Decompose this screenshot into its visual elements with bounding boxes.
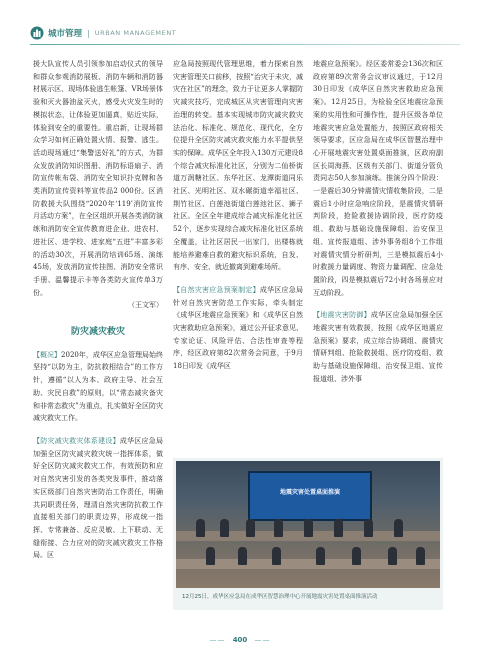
paragraph — [313, 309, 443, 385]
attendee — [220, 519, 229, 537]
text-column-3 — [313, 58, 443, 386]
attendee — [196, 519, 205, 537]
section-title-header: 城市管理 — [48, 29, 83, 39]
page-number: 400 — [232, 636, 248, 644]
attendee — [334, 519, 343, 537]
paragraph — [173, 284, 303, 373]
paragraph-body: 成华区应急局加强全区防灾减灾救灾统一指挥体系，做好全区防灾减灾救灾工作，有效预防和应对自然灾害引发的各类突发事件，推动落实区级部门自然灾害防治工作责任，明确共同职责任务，理清自然灾害防抗救工作直接相关部门的职责边界，形成统一指挥、专常兼备、反应灵敏、上下联动、无缝衔接、合力应对的防灾减灾救灾工作格局。区 — [33, 436, 164, 560]
attendee — [206, 547, 215, 565]
header-divider — [30, 44, 460, 45]
attendee — [394, 519, 403, 537]
projection-screen — [248, 471, 372, 521]
paragraph-body: 2020年，成华区应急管理局始终坚持“以防为主，防抗救相结合”的工作方针，遵循“以人为本、政府主导、社会互助、灾民自救”的原则，以“常态减灾备灾和非常态救灾”为重点，扎实做好全区防灾减灾救灾工作。 — [33, 350, 163, 423]
attendee — [272, 547, 281, 565]
attendee — [238, 547, 247, 565]
meeting-photo — [176, 461, 440, 588]
desk-row — [176, 559, 440, 569]
attendee — [246, 519, 255, 537]
attendee — [352, 547, 361, 565]
city-logo-icon — [30, 26, 44, 40]
paragraph-label: 【自然灾害应急预案制定】 — [173, 285, 260, 294]
figure-caption: 12月25日，成华区应急局在成华区智慧治理中心开展地震灾害处置桌面推演活动 — [182, 594, 378, 600]
page-header — [30, 24, 460, 42]
attendee — [364, 519, 373, 537]
page-footer — [0, 636, 480, 644]
paragraph-label: 【概况】 — [33, 350, 62, 359]
paragraph — [33, 435, 163, 562]
header-separator: | — [87, 28, 90, 38]
attendee — [274, 519, 283, 537]
screen-text: 地震灾害处置桌面推演 — [279, 489, 340, 496]
paragraph: 地震应急预案》。经区委常委会136次和区政府第89次常务会议审议通过，于12月30日印发《成华区自然灾害救助应急预案》。12月25日，为检验全区地震应急预案的实用性和可操作性，提升区级各单位地震灾害应急处置能力，按照区政府相关领导要求，区应急局在成华区智慧治理中心开展地震灾害处置桌面推演，区政府副区长周海燕、区级有关部门、街道分管负责同志50人参加演练。推演分四个阶段：一是震后30分钟震情灾情收集阶段，二是震后1小时应急响应阶段，是震情灾情研判阶段，抢险救援协调阶段，医疗防疫组、救助与基础设施保障组、治安保卫组、宣传报道组、涉外事务组8个工作组对震情灾情分析研判，三是模拟震后4小时救援力量调度、物资力量调配、应急处置阶段，四是模拟震后72小时各场景应对互动阶段。 — [313, 60, 443, 297]
paragraph-label: 【地震灾害防御】 — [313, 311, 371, 320]
author-credit: （王文军） — [128, 301, 163, 310]
text-column-2 — [173, 58, 303, 373]
attendee — [316, 547, 325, 565]
paragraph — [33, 349, 163, 425]
text-column-1 — [33, 58, 163, 562]
section-title-english: URBAN MANAGEMENT — [94, 29, 177, 37]
footer-decoration-right: —— — [254, 636, 271, 644]
attendee — [304, 519, 313, 537]
paragraph-body: 成华区应急局针对自然灾害防范工作实际，牵头制定《成华区地震应急预案》和《成华区自然灾害救助应急预案》，通过公开征求意见、专家论证、风险评估、合法性审查等程序，经区政府第82次常务会同意，于9月18日印发《成华区 — [173, 285, 304, 371]
paragraph: 援大队宣传人员引领参加启动仪式的领导和群众参观消防展板、消防车辆和消防器材展示区、现场体验逃生帐篷、VR场景体验和灭火器油盆灭火，感受火灾发生时的模拟状态，让体验更加逼真，贴近实际，体验到安全的重要性。重启新，让现场群众学习如何正确处置火情、报警、逃生。活动现场通过“集警送好礼”的方式，为群众发放消防知识图册、消防标语扇子、消防宣传帐布袋、消防安全知识扑克牌和各类消防宣传资料等宣传品2 000份。区消防救援大队围绕“2020年‘119’消防宣传月活动方案”，在全区组织开展各类消防演练和消防安全宣传教育进企业、进农村、进社区、进学校、进家庭“五进”丰富多彩的活动30次，开展消防培训65场、演练45场，发放消防宣传挂图、消防安全常识手册、温馨提示卡等各类防火宣传单3万份。 — [33, 60, 163, 297]
attendee — [388, 547, 397, 565]
footer-decoration-left: —— — [209, 636, 226, 644]
section-heading: 防灾减灾救灾 — [70, 327, 125, 338]
paragraph: 应急局按照现代管理思维，着力探索自然灾害管理关口前移，按照“治灾于未灾，减灾在社区”的理念，致力于让更多人掌握防灾减灾技巧，完成城区从灾害管理向灾害治理的转变。基本实现城市防灾减灾救灾法治化、标准化、规范化、现代化，全方位提升全区防灾减灾救灾能力水平提供坚实的保障。成华区全年投入130万元建设8个综合减灾标准化社区，分别为二仙桥街道万润糖社区、东华社区、龙潭街道同乐社区、光明社区、双水碾街道幸福社区、荆竹社区、白莲池街道白莲池社区、狮子社区。全区全年建成综合减灾标准化社区52个，逐步实现综合减灾标准化社区系统全覆盖，让社区居民一出家门，出楼栋就能培养避难自救的避灾标识系统，自发、有序、安全、就近撤离到避难场所。 — [173, 60, 303, 272]
paragraph-body: 成华区应急局加强全区地震灾害有效救援，按照《成华区地震应急预案》要求，成立综合协调组、震情灾情研判组、抢险救援组、医疗防疫组、救助与基础设施保障组、治安保卫组、宣传报道组、涉外事 — [313, 311, 444, 383]
paragraph-label: 【防灾减灾救灾体系建设】 — [33, 436, 120, 445]
attendee — [416, 547, 425, 565]
